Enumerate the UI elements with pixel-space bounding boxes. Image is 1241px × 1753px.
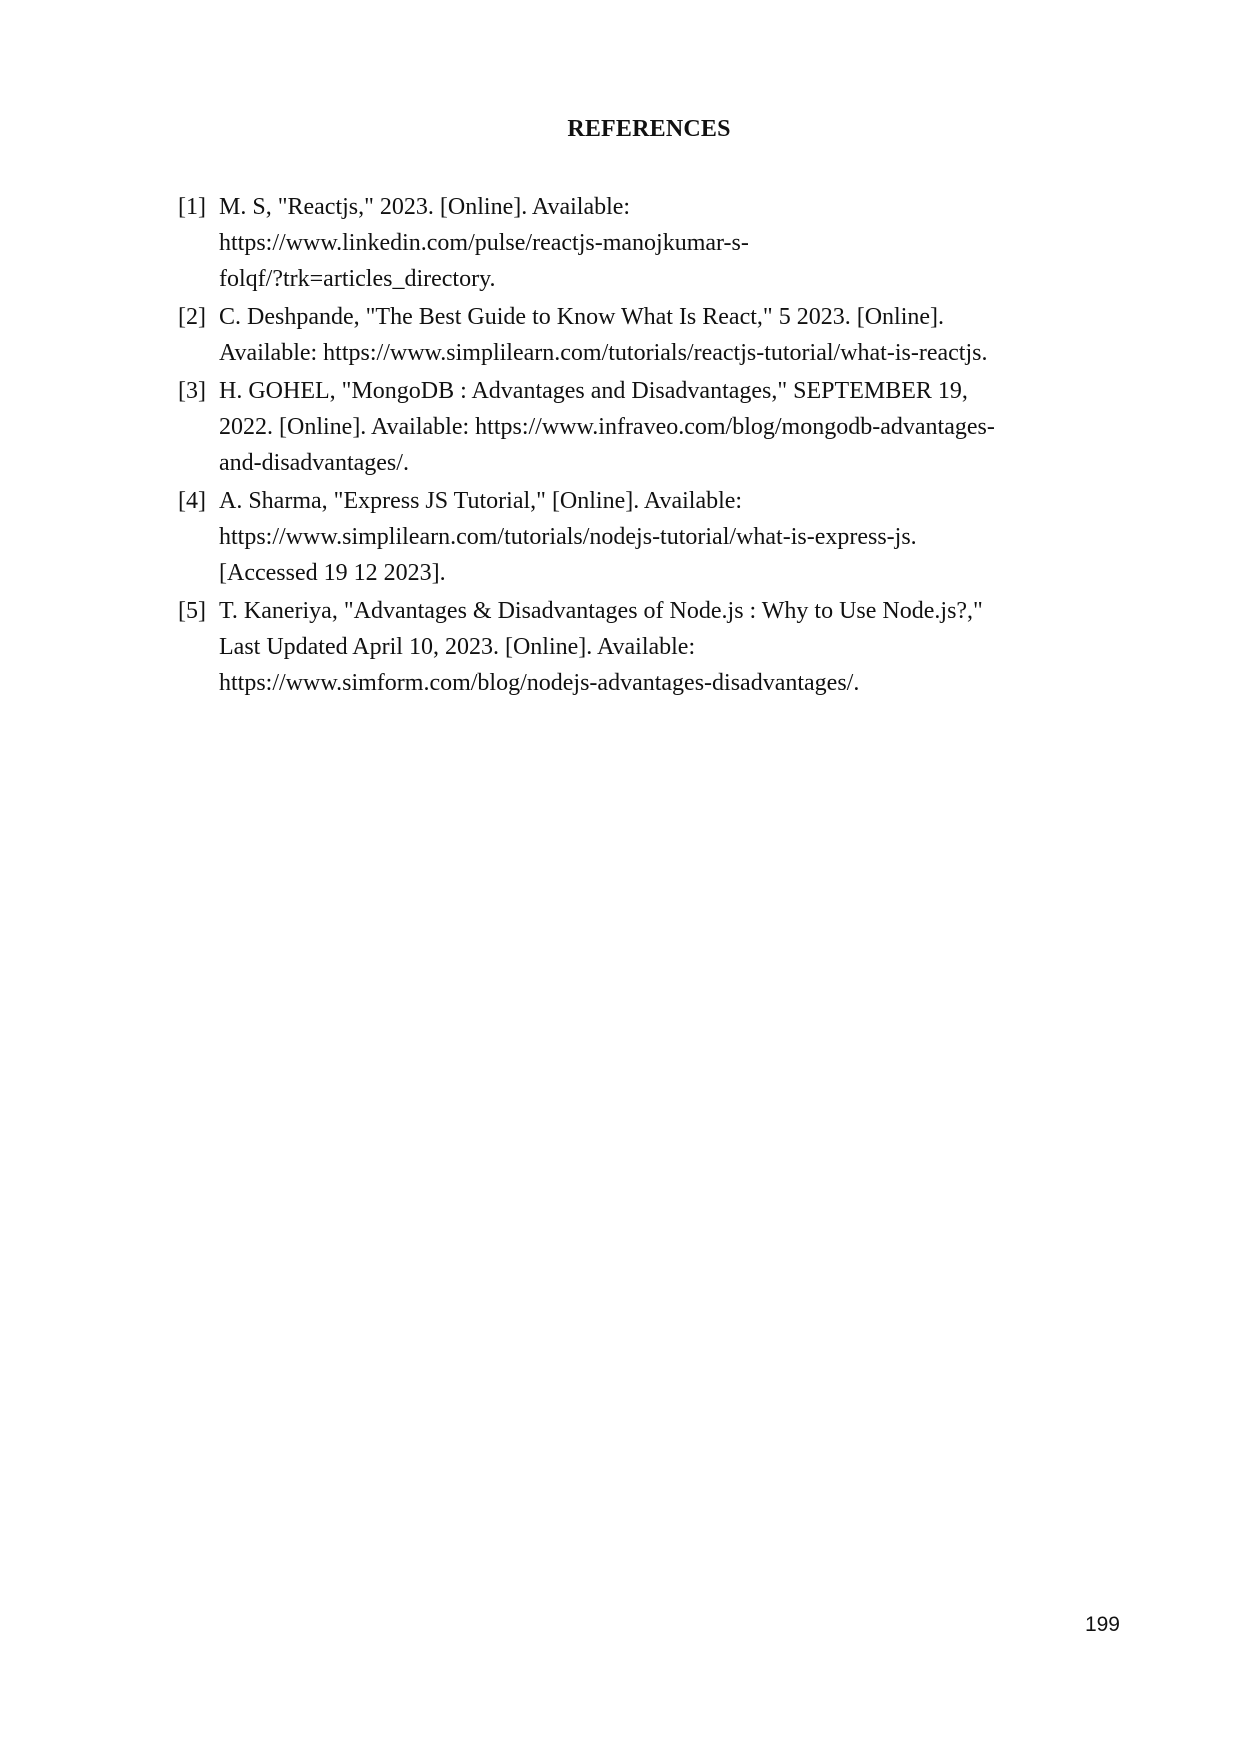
reference-line: [Accessed 19 12 2023].	[219, 560, 446, 586]
reference-item-1	[178, 189, 1098, 297]
reference-item-3	[178, 373, 1098, 481]
reference-list	[178, 189, 1098, 703]
reference-line: Available: https://www.simplilearn.com/tutorials/reactjs-tutorial/what-is-reactjs.	[219, 340, 988, 366]
reference-line: C. Deshpande, "The Best Guide to Know What Is React," 5 2023. [Online].	[219, 304, 945, 330]
reference-item-5	[178, 593, 1098, 701]
reference-number: [1]	[178, 194, 206, 220]
reference-line: H. GOHEL, "MongoDB : Advantages and Disadvantages," SEPTEMBER 19,	[219, 378, 968, 404]
reference-item-4	[178, 483, 1098, 591]
reference-text	[219, 189, 1098, 297]
reference-line: https://www.simform.com/blog/nodejs-advantages-disadvantages/.	[219, 670, 860, 696]
reference-text	[219, 593, 1098, 701]
reference-line: https://www.simplilearn.com/tutorials/nodejs-tutorial/what-is-express-js.	[219, 524, 917, 550]
reference-text	[219, 299, 1098, 371]
reference-text	[219, 373, 1098, 481]
reference-text	[219, 483, 1098, 591]
reference-line: and-disadvantages/.	[219, 450, 409, 476]
reference-number: [5]	[178, 598, 206, 624]
reference-line: A. Sharma, "Express JS Tutorial," [Online]. Available:	[219, 488, 743, 514]
reference-line: T. Kaneriya, "Advantages & Disadvantages of Node.js : Why to Use Node.js?,"	[219, 598, 983, 624]
page-number: 199	[1084, 1613, 1120, 1636]
references-heading: REFERENCES	[567, 116, 731, 142]
reference-line: 2022. [Online]. Available: https://www.infraveo.com/blog/mongodb-advantages-	[219, 414, 995, 440]
reference-line: https://www.linkedin.com/pulse/reactjs-manojkumar-s-	[219, 230, 749, 256]
reference-line: M. S, "Reactjs," 2023. [Online]. Available:	[219, 194, 631, 220]
reference-line: Last Updated April 10, 2023. [Online]. Available:	[219, 634, 696, 660]
reference-line: folqf/?trk=articles_directory.	[219, 266, 496, 292]
reference-number: [4]	[178, 488, 206, 514]
reference-item-2	[178, 299, 1098, 371]
reference-number: [3]	[178, 378, 206, 404]
reference-number: [2]	[178, 304, 206, 330]
